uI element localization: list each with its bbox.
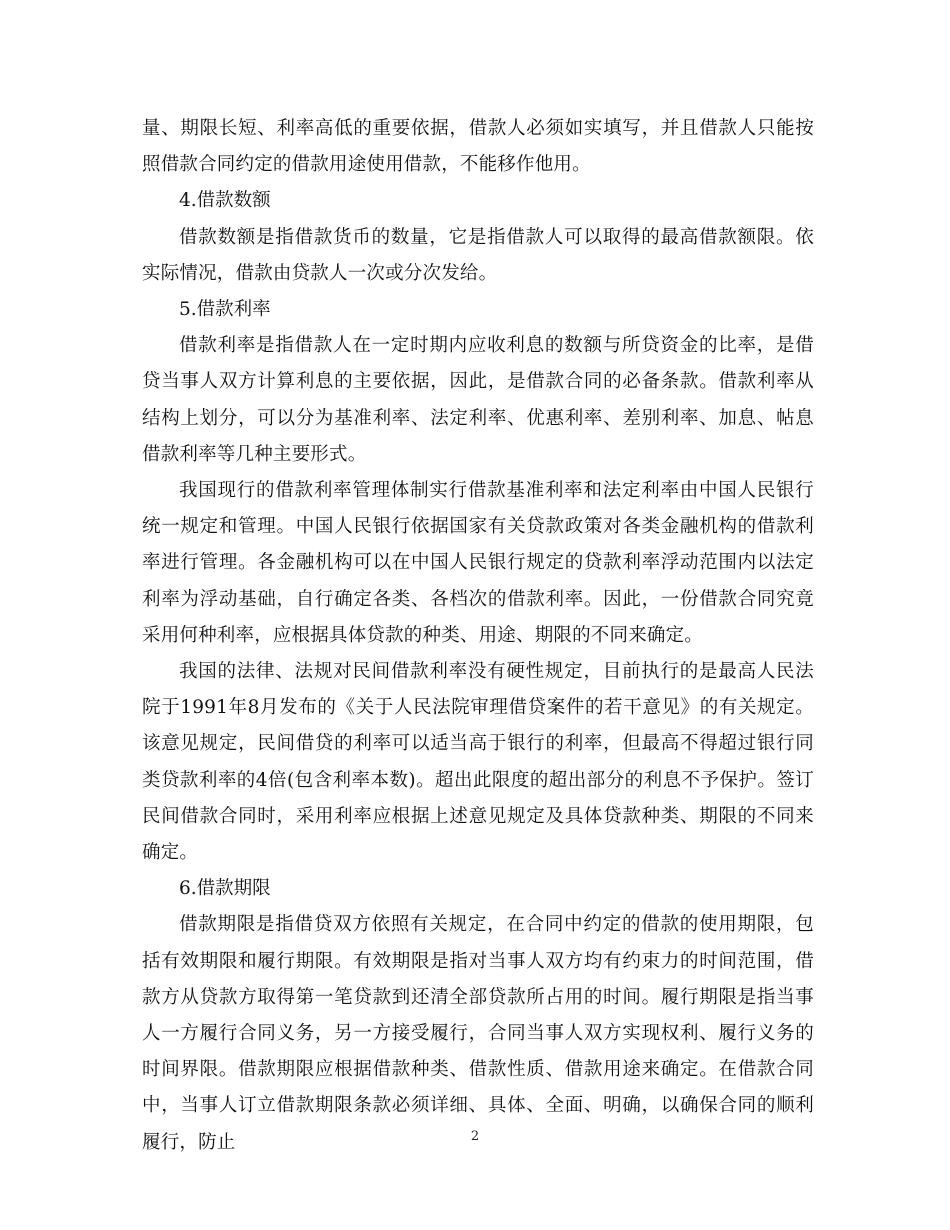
paragraph-interest-rate-management: 我国现行的借款利率管理体制实行借款基准利率和法定利率由中国人民银行统一规定和管理。中国人民银行依据国家有关贷款政策对各类金融机构的借款利率进行管理。各金融机构可以在中国人民银行规定的贷款利率浮动范围内以法定利率为浮动基础，自行确定各类、各档次的借款利率。因此，一份借款合同究竟采用何种利率，应根据具体贷款的种类、用途、期限的不同来确定。 [142,480,814,646]
paragraph-loan-amount: 借款数额是指借款货币的数量，它是指借款人可以取得的最高借款额限。依实际情况，借款由贷款人一次或分次发给。 [142,226,814,284]
section-heading-interest-rate: 5.借款利率 [179,299,271,321]
paragraph-loan-term: 借款期限是指借贷双方依照有关规定，在合同中约定的借款的使用期限，包括有效期限和履行期限。有效期限是指对当事人双方均有约束力的时间范围，借款方从贷款方取得第一笔贷款到还清全部贷款所占用的时间。履行期限是指当事人一方履行合同义务，另一方接受履行，合同当事人双方实现权利、履行义务的时间界限。借款期限应根据借款种类、借款性质、借款用途来确定。在借款合同中，当事人订立借款期限条款必须详细、具体、全面、明确，以确保合同的顺利履行，防止 [142,914,814,1153]
page-number: 2 [470,1129,480,1144]
document-body [142,111,814,1161]
paragraph-interest-rate-definition: 借款利率是指借款人在一定时期内应收利息的数额与所贷资金的比率，是借贷当事人双方计算利息的主要依据，因此，是借款合同的必备条款。借款利率从结构上划分，可以分为基准利率、法定利率、优惠利率、差别利率、加息、帖息借款利率等几种主要形式。 [142,335,814,465]
section-heading-loan-amount: 4.借款数额 [179,190,271,212]
section-heading-loan-term: 6.借款期限 [179,878,271,900]
paragraph-private-lending-rate: 我国的法律、法规对民间借款利率没有硬性规定，目前执行的是最高人民法院于1991年8月发布的《关于人民法院审理借贷案件的若干意见》的有关规定。该意见规定，民间借贷的利率可以适当高于银行的利率，但最高不得超过银行同类贷款利率的4倍(包含利率本数)。超出此限度的超出部分的利息不予保护。签订民间借款合同时，采用利率应根据上述意见规定及具体贷款种类、期限的不同来确定。 [142,661,814,864]
paragraph-loan-purpose-continued: 量、期限长短、利率高低的重要依据，借款人必须如实填写，并且借款人只能按照借款合同约定的借款用途使用借款，不能移作他用。 [142,118,814,176]
